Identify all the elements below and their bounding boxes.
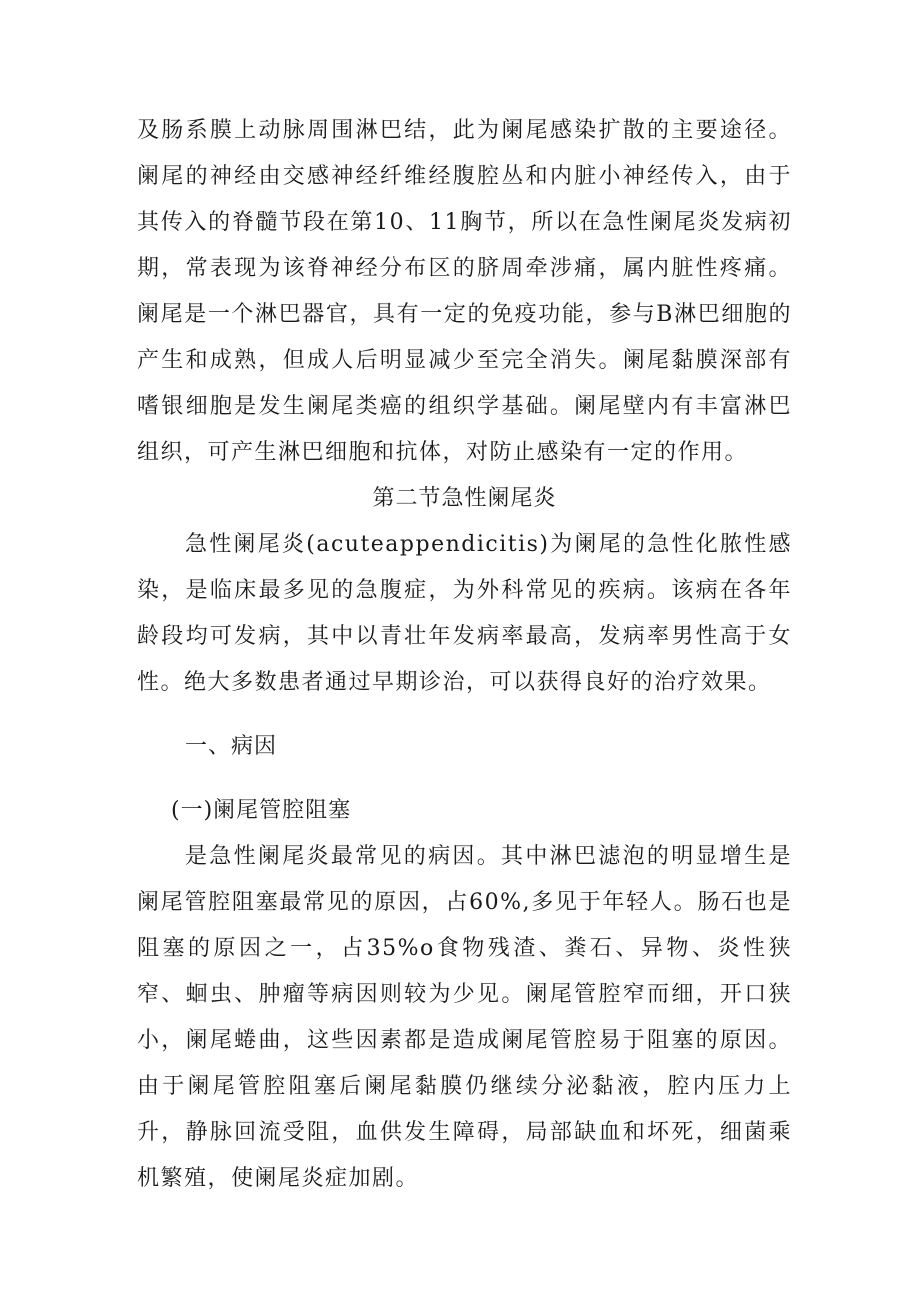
heading-etiology: 一、病因 [185,734,278,759]
heading-lumen-obstruction: (一)阑尾管腔阻塞 [171,798,352,823]
document-body [137,108,792,1202]
section-title: 第二节急性阑尾炎 [372,486,557,511]
paragraph-acute-appendicitis-intro: 急性阑尾炎(acuteappendicitis)为阑尾的急性化脓性感染，是临床最多见的急腹症，为外科常见的疾病。该病在各年龄段均可发病，其中以青壮年发病率最高，发病率男性高于女性。绝大多数患者通过早期诊治，可以获得良好的治疗效果。 [137,532,792,695]
paragraph-appendix-anatomy: 及肠系膜上动脉周围淋巴结，此为阑尾感染扩散的主要途径。阑尾的神经由交感神经纤维经腹腔丛和内脏小神经传入，由于其传入的脊髓节段在第10、11胸节，所以在急性阑尾炎发病初期，常表现为该脊神经分布区的脐周牵涉痛，属内脏性疼痛。阑尾是一个淋巴器官，具有一定的免疫功能，参与B淋巴细胞的产生和成熟，但成人后明显减少至完全消失。阑尾黏膜深部有嗜银细胞是发生阑尾类癌的组织学基础。阑尾壁内有丰富淋巴组织，可产生淋巴细胞和抗体，对防止感染有一定的作用。 [137,118,792,465]
paragraph-lumen-obstruction: 是急性阑尾炎最常见的病因。其中淋巴滤泡的明显增生是阑尾管腔阻塞最常见的原因，占60%,多见于年轻人。肠石也是阻塞的原因之一，占35%o食物残渣、粪石、异物、炎性狭窄、蛔虫、肿瘤等病因则较为少见。阑尾管腔窄而细，开口狭小，阑尾蜷曲，这些因素都是造成阑尾管腔易于阻塞的原因。由于阑尾管腔阻塞后阑尾黏膜仍继续分泌黏液，腔内压力上升，静脉回流受阻，血供发生障碍，局部缺血和坏死，细菌乘机繁殖，使阑尾炎症加剧。 [137,844,792,1191]
